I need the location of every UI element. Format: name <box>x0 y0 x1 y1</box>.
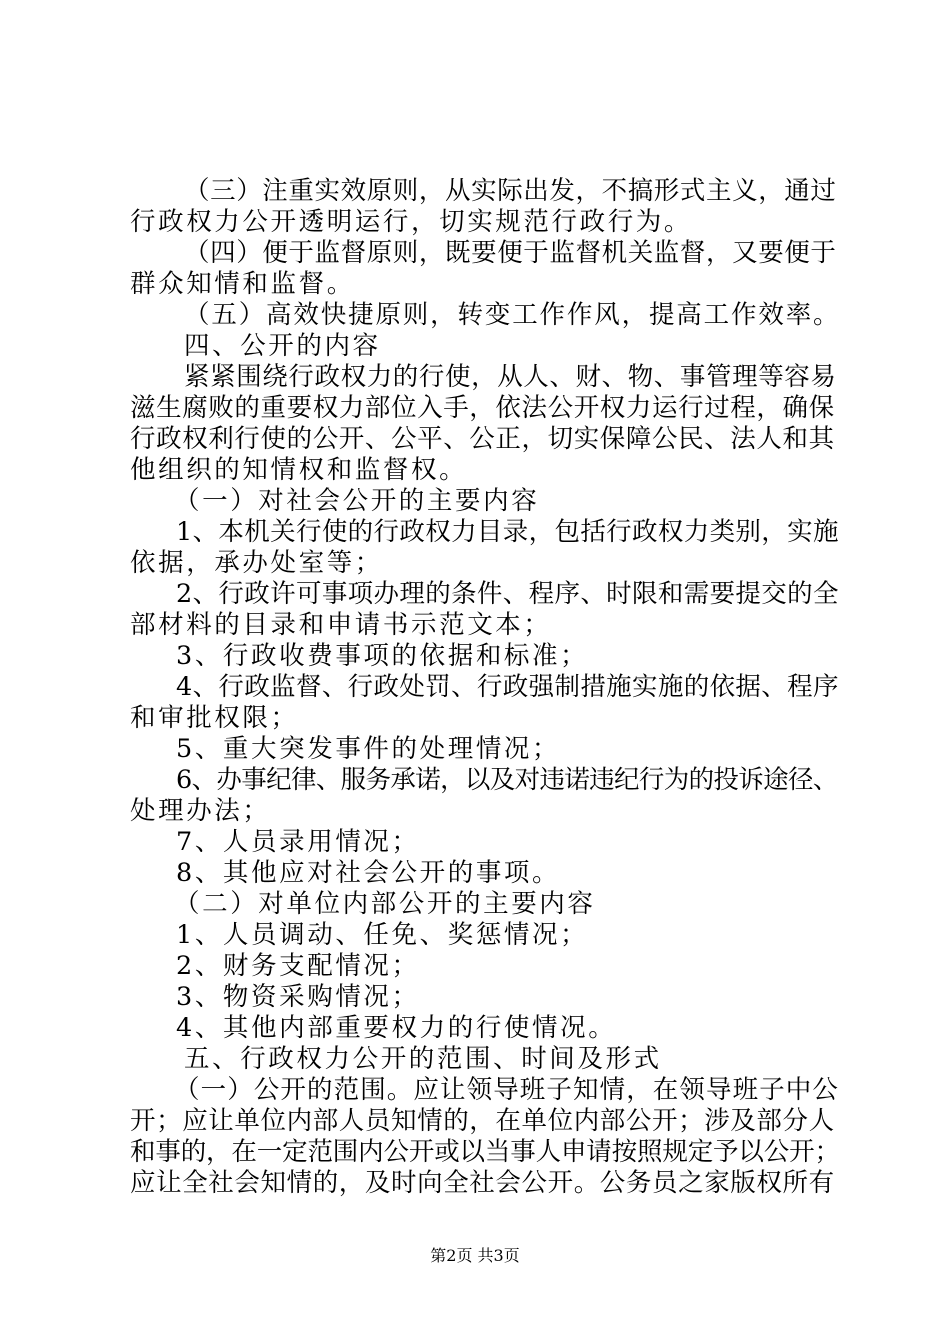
subsection-heading: （一）对社会公开的主要内容 <box>174 486 540 516</box>
text-line: 滋生腐败的重要权力部位入手，依法公开权力运行过程，确保 <box>130 393 835 423</box>
text-line: 3、物资采购情况； <box>176 982 420 1012</box>
text-line: 和事的，在一定范围内公开或以当事人申请按照规定予以公开； <box>130 1137 840 1167</box>
text-line: （四）便于监督原则，既要便于监督机关监督，又要便于 <box>184 238 837 268</box>
text-line: 群众知情和监督。 <box>130 269 355 299</box>
text-line: 4、行政监督、行政处罚、行政强制措施实施的依据、程序 <box>176 672 839 702</box>
text-line: 行政权力公开透明运行，切实规范行政行为。 <box>130 207 693 237</box>
text-line: 应让全社会知情的，及时向全社会公开。公务员之家版权所有 <box>130 1168 835 1198</box>
text-line: 紧紧围绕行政权力的行使，从人、财、物、事管理等容易 <box>184 362 837 392</box>
section-heading: 五、行政权力公开的范围、时间及形式 <box>184 1044 662 1074</box>
text-line: 1、人员调动、任免、奖惩情况； <box>176 920 589 950</box>
text-line: 和审批权限； <box>130 703 299 733</box>
text-line: 他组织的知情权和监督权。 <box>130 455 468 485</box>
text-line: 2、财务支配情况； <box>176 951 420 981</box>
text-line: 依据，承办处室等； <box>130 548 383 578</box>
text-line: （三）注重实效原则，从实际出发，不搞形式主义，通过 <box>184 176 837 206</box>
subsection-heading: （二）对单位内部公开的主要内容 <box>174 889 596 919</box>
page-number-footer: 第2页 共3页 <box>430 1246 520 1265</box>
text-line: （一）公开的范围。应让领导班子知情，在领导班子中公 <box>174 1075 840 1105</box>
text-line: 行政权利行使的公开、公平、公正，切实保障公民、法人和其 <box>130 424 835 454</box>
text-line: 部材料的目录和申请书示范文本； <box>130 610 552 640</box>
text-line: 7、人员录用情况； <box>176 827 420 857</box>
text-line: 1、本机关行使的行政权力目录，包括行政权力类别，实施 <box>176 517 839 547</box>
text-line: 6、办事纪律、服务承诺，以及对违诺违纪行为的投诉途径、 <box>176 765 838 795</box>
text-line: （五）高效快捷原则，转变工作作风，提高工作效率。 <box>184 300 841 330</box>
text-line: 8、其他应对社会公开的事项。 <box>176 858 561 888</box>
text-line: 4、其他内部重要权力的行使情况。 <box>176 1013 617 1043</box>
text-line: 2、行政许可事项办理的条件、程序、时限和需要提交的全 <box>176 579 839 609</box>
section-heading: 四、公开的内容 <box>184 331 381 361</box>
text-line: 5、重大突发事件的处理情况； <box>176 734 561 764</box>
text-line: 开；应让单位内部人员知情的，在单位内部公开；涉及部分人 <box>130 1106 835 1136</box>
text-line: 处理办法； <box>130 796 271 826</box>
text-line: 3、行政收费事项的依据和标准； <box>176 641 589 671</box>
